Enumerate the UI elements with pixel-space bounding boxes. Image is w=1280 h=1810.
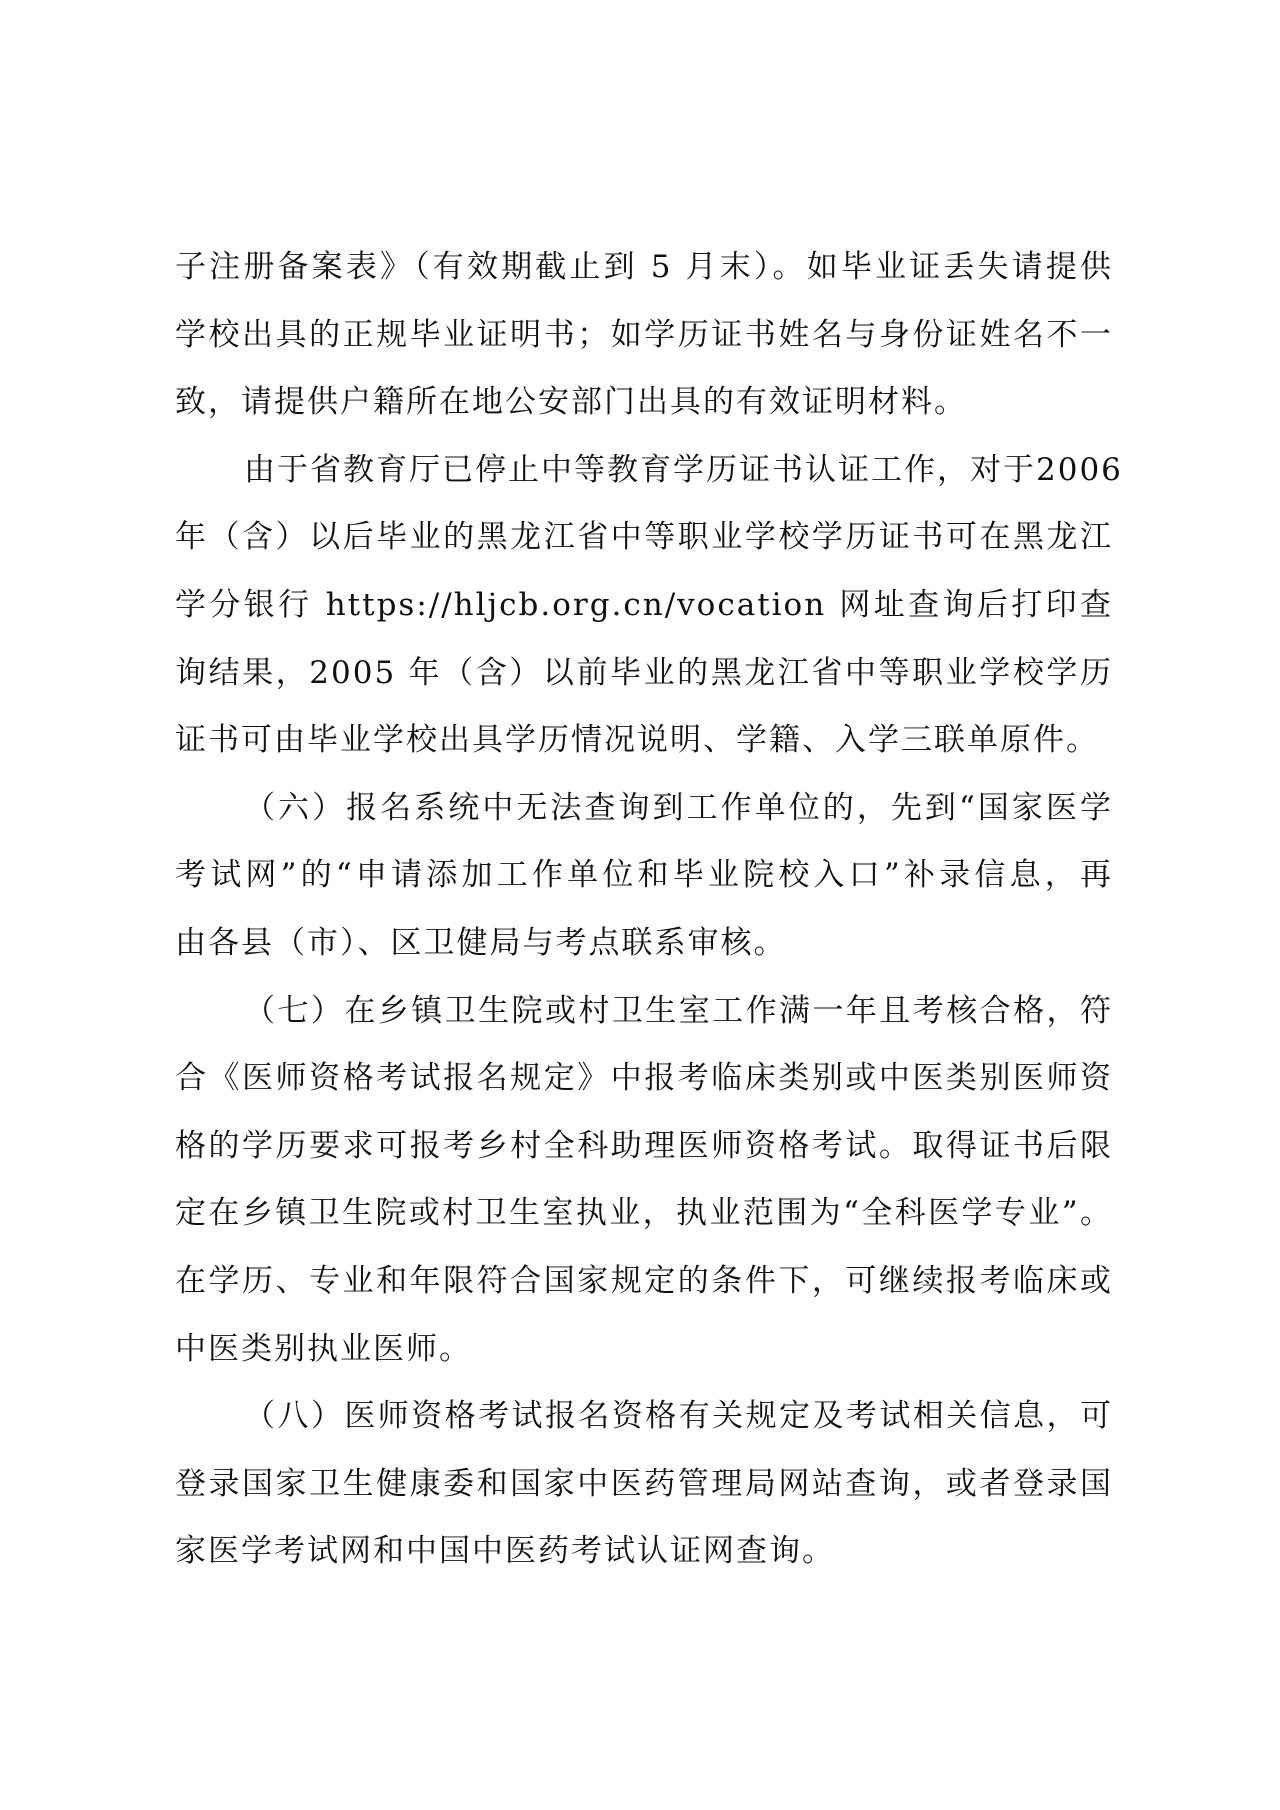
document-body <box>175 234 1123 1586</box>
text-line: （七）在乡镇卫生院或村卫生室工作满一年且考核合格，符 <box>244 992 1113 1029</box>
text-line: 合《医师资格考试报名规定》中报考临床类别或中医类别医师资 <box>175 1060 1113 1097</box>
text-line: 定在乡镇卫生院或村卫生室执业，执业范围为“全科医学专业”。 <box>175 1195 1113 1232</box>
text-line: 考试网”的“申请添加工作单位和毕业院校入口”补录信息，再 <box>175 857 1113 894</box>
text-line: 在学历、专业和年限符合国家规定的条件下，可继续报考临床或 <box>175 1262 1113 1299</box>
text-line: （六）报名系统中无法查询到工作单位的，先到“国家医学 <box>244 789 1113 826</box>
text-line: 年（含）以后毕业的黑龙江省中等职业学校学历证书可在黑龙江 <box>175 519 1113 556</box>
text-line: 学校出具的正规毕业证明书；如学历证书姓名与身份证姓名不一 <box>175 316 1113 353</box>
text-line: 学分银行 https://hljcb.org.cn/vocation 网址查询后打印查 <box>175 586 1113 623</box>
text-line: 子注册备案表》（有效期截止到 5 月末）。如毕业证丢失请提供 <box>175 249 1113 285</box>
text-line: 中医类别执业医师。 <box>175 1330 472 1367</box>
text-line: 致，请提供户籍所在地公安部门出具的有效证明材料。 <box>175 384 967 421</box>
text-line: 由于省教育厅已停止中等教育学历证书认证工作，对于2006 <box>244 451 1123 488</box>
text-line: 格的学历要求可报考乡村全科助理医师资格考试。取得证书后限 <box>175 1127 1113 1164</box>
text-line: 证书可由毕业学校出具学历情况说明、学籍、入学三联单原件。 <box>175 722 1099 759</box>
text-line: 由各县（市）、区卫健局与考点联系审核。 <box>175 924 787 961</box>
text-line: 询结果，2005 年（含）以前毕业的黑龙江省中等职业学校学历 <box>175 654 1113 691</box>
text-line: 登录国家卫生健康委和国家中医药管理局网站查询，或者登录国 <box>175 1465 1113 1502</box>
text-line: （八）医师资格考试报名资格有关规定及考试相关信息，可 <box>244 1398 1113 1435</box>
text-line: 家医学考试网和中国中医药考试认证网查询。 <box>175 1533 835 1570</box>
